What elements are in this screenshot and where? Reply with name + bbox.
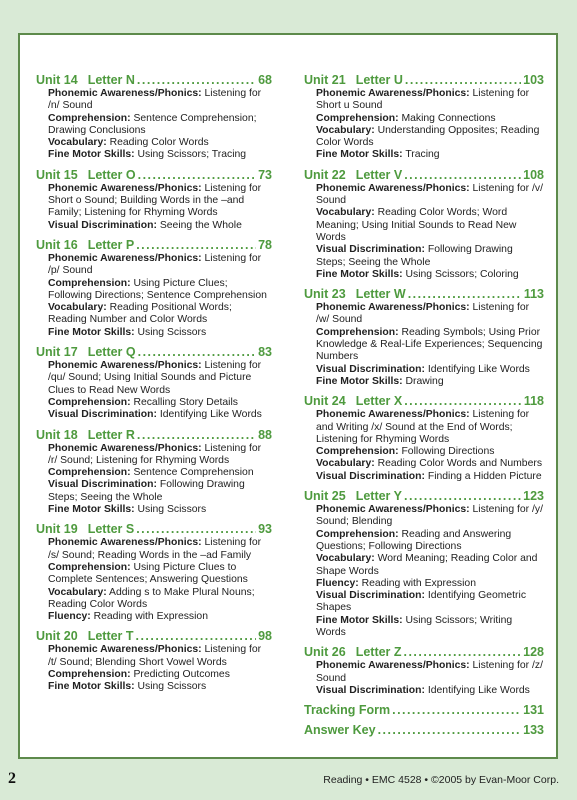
skill-text: Making Connections — [401, 112, 496, 124]
toc-unit — [304, 645, 544, 697]
skill-text: Listening for /y/ Sound; Blending — [316, 504, 543, 528]
skill-entry — [304, 207, 544, 244]
dot-leader — [404, 645, 522, 660]
unit-heading[interactable] — [36, 73, 272, 88]
skill-label: Fine Motor Skills: — [316, 268, 403, 280]
unit-letter: Letter V — [355, 167, 403, 182]
unit-heading[interactable] — [36, 428, 272, 443]
dot-leader — [137, 428, 256, 443]
skill-entry — [36, 587, 272, 612]
skill-entry — [36, 88, 272, 113]
skill-text: Listening for and Writing /x/ Sound at the End of Words; Listening for Rhyming Words — [316, 409, 530, 445]
skill-entry — [304, 590, 544, 615]
skill-label: Fine Motor Skills: — [316, 149, 403, 161]
skill-text: Listening for /p/ Sound — [48, 252, 262, 277]
skill-label: Visual Discrimination: — [316, 244, 425, 256]
toc-unit — [36, 345, 272, 421]
skill-label: Comprehension: — [316, 446, 399, 458]
skill-text: Listening for /z/ Sound — [316, 660, 543, 684]
unit-page-number: 78 — [258, 237, 272, 252]
dot-leader — [378, 723, 522, 738]
skill-text: Reading Color Words; Word Meaning; Using Initial Sounds to Read New Words — [316, 207, 517, 243]
extra-section-title: Tracking Form — [304, 703, 391, 718]
skill-text: Finding a Hidden Picture — [427, 470, 542, 482]
unit-page-number: 83 — [258, 345, 272, 360]
skill-label: Phonemic Awareness/Phonics: — [48, 537, 202, 549]
skill-text: Listening for /v/ Sound — [316, 182, 543, 207]
dot-leader — [136, 238, 256, 253]
dot-leader — [138, 168, 256, 183]
skill-label: Phonemic Awareness/Phonics: — [48, 88, 202, 99]
skill-label: Comprehension: — [316, 326, 399, 338]
toc-unit — [304, 287, 544, 388]
skill-text: Using Scissors — [137, 681, 207, 693]
left-column — [36, 73, 272, 700]
skill-text: Reading Symbols; Using Prior Knowledge & Real-Life Experiences; Sequencing Numbers — [316, 326, 543, 363]
skill-label: Comprehension: — [316, 112, 399, 124]
skill-text: Using Scissors — [137, 504, 207, 516]
extra-section-page: 131 — [523, 703, 544, 718]
skill-label: Visual Discrimination: — [316, 684, 425, 696]
extra-section-page: 133 — [523, 723, 544, 738]
unit-number: Unit 14 — [36, 73, 78, 87]
unit-heading[interactable] — [36, 168, 272, 183]
skill-entry — [36, 397, 272, 409]
skill-text: Using Scissors — [137, 326, 207, 338]
toc-unit — [304, 394, 544, 483]
skill-label: Phonemic Awareness/Phonics: — [316, 409, 470, 421]
skill-label: Visual Discrimination: — [48, 409, 157, 421]
dot-leader — [137, 73, 256, 88]
skill-entry — [304, 615, 544, 640]
skill-label: Vocabulary: — [48, 302, 107, 314]
skill-label: Vocabulary: — [48, 586, 107, 598]
toc-unit — [36, 238, 272, 339]
skill-label: Fine Motor Skills: — [48, 681, 135, 693]
skill-entry — [304, 244, 544, 269]
skill-label: Comprehension: — [316, 528, 399, 540]
skill-entry — [36, 611, 272, 623]
unit-number: Unit 19 — [36, 522, 78, 537]
skill-label: Vocabulary: — [316, 553, 375, 565]
skill-label: Visual Discrimination: — [48, 479, 157, 491]
skill-text: Recalling Story Details — [133, 396, 238, 408]
skill-label: Phonemic Awareness/Phonics: — [316, 504, 470, 516]
skill-text: Sentence Comprehension; Drawing Conclusions — [48, 112, 257, 136]
skill-text: Identifying Like Words — [427, 363, 530, 375]
unit-letter: Letter T — [87, 629, 134, 644]
skill-entry — [36, 360, 272, 397]
skill-label: Vocabulary: — [316, 207, 375, 219]
skill-entry — [304, 113, 544, 125]
toc-unit — [36, 428, 272, 517]
skill-text: Using Picture Clues to Complete Sentences; Answering Questions — [48, 561, 248, 586]
skill-text: Listening for /s/ Sound; Reading Words in the –ad Family — [48, 537, 262, 561]
unit-page-number: 103 — [523, 73, 544, 87]
skill-text: Reading Color Words — [109, 137, 209, 149]
unit-letter: Letter R — [87, 427, 135, 442]
skill-text: Listening for /n/ Sound — [48, 88, 262, 112]
skill-text: Reading Color Words and Numbers — [377, 458, 543, 470]
skill-label: Comprehension: — [48, 467, 131, 479]
skill-text: Following Drawing Steps; Seeing the Whole — [48, 479, 245, 503]
unit-heading[interactable] — [304, 394, 544, 409]
unit-heading[interactable] — [304, 287, 544, 302]
skill-label: Fine Motor Skills: — [48, 326, 135, 338]
skill-entry — [304, 446, 544, 458]
skill-entry — [304, 504, 544, 529]
skill-text: Identifying Geometric Shapes — [316, 590, 527, 614]
dot-leader — [138, 345, 256, 360]
skill-text: Using Scissors; Writing Words — [316, 614, 513, 638]
skill-text: Reading and Answering Questions; Following Directions — [316, 528, 512, 552]
unit-page-number: 123 — [523, 489, 544, 504]
skill-label: Fine Motor Skills: — [48, 149, 135, 161]
skill-label: Phonemic Awareness/Phonics: — [316, 182, 470, 194]
skill-entry — [36, 537, 272, 562]
unit-page-number: 88 — [258, 427, 272, 442]
skill-text: Using Scissors; Tracing — [137, 149, 247, 161]
unit-heading[interactable] — [36, 238, 272, 253]
skill-text: Listening for Short u Sound — [316, 88, 530, 112]
skill-label: Vocabulary: — [316, 124, 375, 136]
skill-text: Predicting Outcomes — [133, 668, 230, 680]
skill-text: Adding s to Make Plural Nouns; Reading Color Words — [48, 586, 255, 610]
unit-number: Unit 24 — [304, 394, 346, 409]
skill-entry — [36, 327, 272, 339]
unit-number: Unit 20 — [36, 629, 78, 644]
skill-text: Using Scissors; Coloring — [405, 268, 519, 280]
skill-entry — [304, 269, 544, 281]
skill-label: Visual Discrimination: — [316, 363, 425, 375]
skill-label: Fine Motor Skills: — [316, 614, 403, 626]
page-number: 2 — [8, 770, 16, 787]
skill-entry — [36, 504, 272, 516]
skill-text: Identifying Like Words — [427, 684, 530, 696]
skill-entry — [304, 471, 544, 483]
skill-entry — [36, 443, 272, 468]
unit-number: Unit 18 — [36, 427, 78, 442]
dot-leader — [408, 287, 522, 302]
toc-unit — [304, 168, 544, 281]
skill-text: Understanding Opposites; Reading Color Words — [316, 124, 540, 149]
skill-entry — [304, 183, 544, 208]
footer-credit: Reading • EMC 4528 • ©2005 by Evan-Moor Corp. — [323, 774, 559, 786]
skill-text: Reading Positional Words; Reading Number and Color Words — [48, 302, 232, 326]
unit-number: Unit 23 — [304, 287, 346, 302]
skill-entry — [304, 88, 544, 113]
toc-unit — [36, 73, 272, 162]
unit-page-number: 118 — [523, 394, 544, 409]
toc-unit — [304, 489, 544, 639]
skill-entry — [36, 467, 272, 479]
toc-unit — [36, 522, 272, 623]
skill-entry — [36, 681, 272, 693]
skill-entry — [304, 553, 544, 578]
skill-label: Comprehension: — [48, 668, 131, 680]
skill-entry — [36, 220, 272, 232]
unit-number: Unit 21 — [304, 73, 346, 87]
unit-page-number: 128 — [523, 645, 544, 660]
skill-label: Fluency: — [48, 611, 91, 623]
dot-leader — [136, 629, 257, 644]
skill-entry — [304, 302, 544, 327]
unit-letter: Letter X — [355, 394, 403, 409]
skill-label: Vocabulary: — [316, 458, 375, 470]
unit-heading[interactable] — [36, 522, 272, 537]
skill-entry — [36, 137, 272, 149]
toc-unit — [304, 73, 544, 162]
skill-entry — [304, 529, 544, 554]
unit-heading[interactable] — [36, 629, 272, 644]
unit-letter: Letter S — [87, 522, 135, 537]
skill-entry — [36, 479, 272, 504]
right-column — [304, 73, 544, 743]
skill-text: Drawing — [405, 375, 444, 387]
unit-letter: Letter O — [87, 167, 136, 182]
skill-text: Listening for /w/ Sound — [316, 302, 530, 326]
skill-label: Fine Motor Skills: — [316, 375, 403, 387]
skill-label: Phonemic Awareness/Phonics: — [316, 660, 470, 672]
skill-entry — [304, 364, 544, 376]
unit-letter: Letter N — [87, 73, 135, 87]
skill-entry — [36, 278, 272, 303]
skill-label: Phonemic Awareness/Phonics: — [48, 252, 202, 264]
unit-heading[interactable] — [304, 73, 544, 88]
toc-unit — [36, 168, 272, 232]
unit-number: Unit 16 — [36, 237, 78, 252]
dot-leader — [404, 168, 521, 183]
skill-entry — [304, 149, 544, 161]
skill-label: Visual Discrimination: — [316, 590, 425, 602]
unit-letter: Letter W — [355, 287, 406, 302]
skill-label: Comprehension: — [48, 112, 131, 124]
skill-entry — [36, 669, 272, 681]
skill-label: Phonemic Awareness/Phonics: — [316, 88, 470, 99]
skill-label: Phonemic Awareness/Phonics: — [48, 360, 202, 372]
skill-label: Vocabulary: — [48, 137, 107, 149]
unit-letter: Letter Y — [355, 489, 403, 504]
unit-heading[interactable] — [36, 345, 272, 360]
skill-text: Seeing the Whole — [159, 219, 242, 231]
skill-text: Following Directions — [401, 446, 495, 458]
unit-page-number: 98 — [258, 629, 272, 644]
unit-page-number: 93 — [258, 522, 272, 537]
unit-letter: Letter P — [87, 237, 135, 252]
unit-letter: Letter U — [355, 73, 403, 87]
skill-entry — [304, 327, 544, 364]
skill-text: Word Meaning; Reading Color and Shape Words — [316, 553, 538, 577]
skill-label: Comprehension: — [48, 396, 131, 408]
dot-leader — [404, 489, 521, 504]
skill-entry — [36, 302, 272, 327]
unit-number: Unit 17 — [36, 345, 78, 360]
skill-text: Listening for /qu/ Sound; Using Initial Sounds and Picture Clues to Read New Words — [48, 360, 262, 396]
skill-entry — [304, 685, 544, 697]
unit-number: Unit 25 — [304, 489, 346, 504]
skill-text: Identifying Like Words — [159, 409, 262, 421]
skill-entry — [304, 660, 544, 685]
unit-heading[interactable] — [304, 168, 544, 183]
unit-heading[interactable] — [304, 489, 544, 504]
skill-label: Visual Discrimination: — [316, 470, 425, 482]
skill-entry — [36, 149, 272, 161]
skill-label: Phonemic Awareness/Phonics: — [48, 442, 202, 454]
skill-entry — [304, 125, 544, 150]
skill-text: Listening for /r/ Sound; Listening for Rhyming Words — [48, 442, 262, 466]
extra-section-title: Answer Key — [304, 723, 376, 738]
unit-number: Unit 22 — [304, 167, 346, 182]
skill-text: Using Picture Clues; Following Directions; Sentence Comprehension — [48, 277, 267, 301]
dot-leader — [136, 522, 256, 537]
dot-leader — [392, 703, 521, 718]
skill-text: Tracing — [405, 149, 440, 161]
skill-label: Visual Discrimination: — [48, 219, 157, 231]
skill-entry — [304, 458, 544, 470]
skill-entry — [36, 183, 272, 220]
skill-text: Following Drawing Steps; Seeing the Whole — [316, 244, 513, 268]
skill-entry — [36, 562, 272, 587]
unit-number: Unit 26 — [304, 645, 346, 660]
skill-label: Phonemic Awareness/Phonics: — [48, 644, 202, 656]
extra-section-heading[interactable] — [304, 723, 544, 738]
extra-section-heading[interactable] — [304, 703, 544, 718]
dot-leader — [405, 73, 521, 88]
skill-entry — [36, 253, 272, 278]
unit-page-number: 73 — [258, 167, 272, 182]
unit-letter: Letter Q — [87, 345, 136, 360]
unit-page-number: 68 — [258, 73, 272, 87]
dot-leader — [404, 394, 522, 409]
skill-entry — [36, 644, 272, 669]
skill-label: Comprehension: — [48, 277, 131, 289]
skill-label: Fine Motor Skills: — [48, 504, 135, 516]
skill-label: Fluency: — [316, 577, 359, 589]
unit-page-number: 108 — [523, 167, 544, 182]
skill-text: Sentence Comprehension — [133, 467, 254, 479]
skill-text: Reading with Expression — [93, 611, 208, 623]
contents-panel — [18, 33, 558, 759]
toc-unit — [36, 629, 272, 693]
skill-entry — [36, 113, 272, 138]
skill-entry — [304, 376, 544, 388]
unit-letter: Letter Z — [355, 645, 402, 660]
skill-entry — [304, 409, 544, 446]
unit-number: Unit 15 — [36, 167, 78, 182]
unit-page-number: 113 — [523, 287, 544, 302]
skill-text: Listening for Short o Sound; Building Words in the –and Family; Listening for Rhyming Words — [48, 182, 262, 219]
skill-label: Comprehension: — [48, 561, 131, 573]
skill-label: Phonemic Awareness/Phonics: — [316, 302, 470, 314]
unit-heading[interactable] — [304, 645, 544, 660]
skill-text: Listening for /t/ Sound; Blending Short Vowel Words — [48, 644, 262, 668]
skill-text: Reading with Expression — [361, 577, 476, 589]
skill-label: Phonemic Awareness/Phonics: — [48, 182, 202, 194]
skill-entry — [304, 578, 544, 590]
skill-entry — [36, 409, 272, 421]
